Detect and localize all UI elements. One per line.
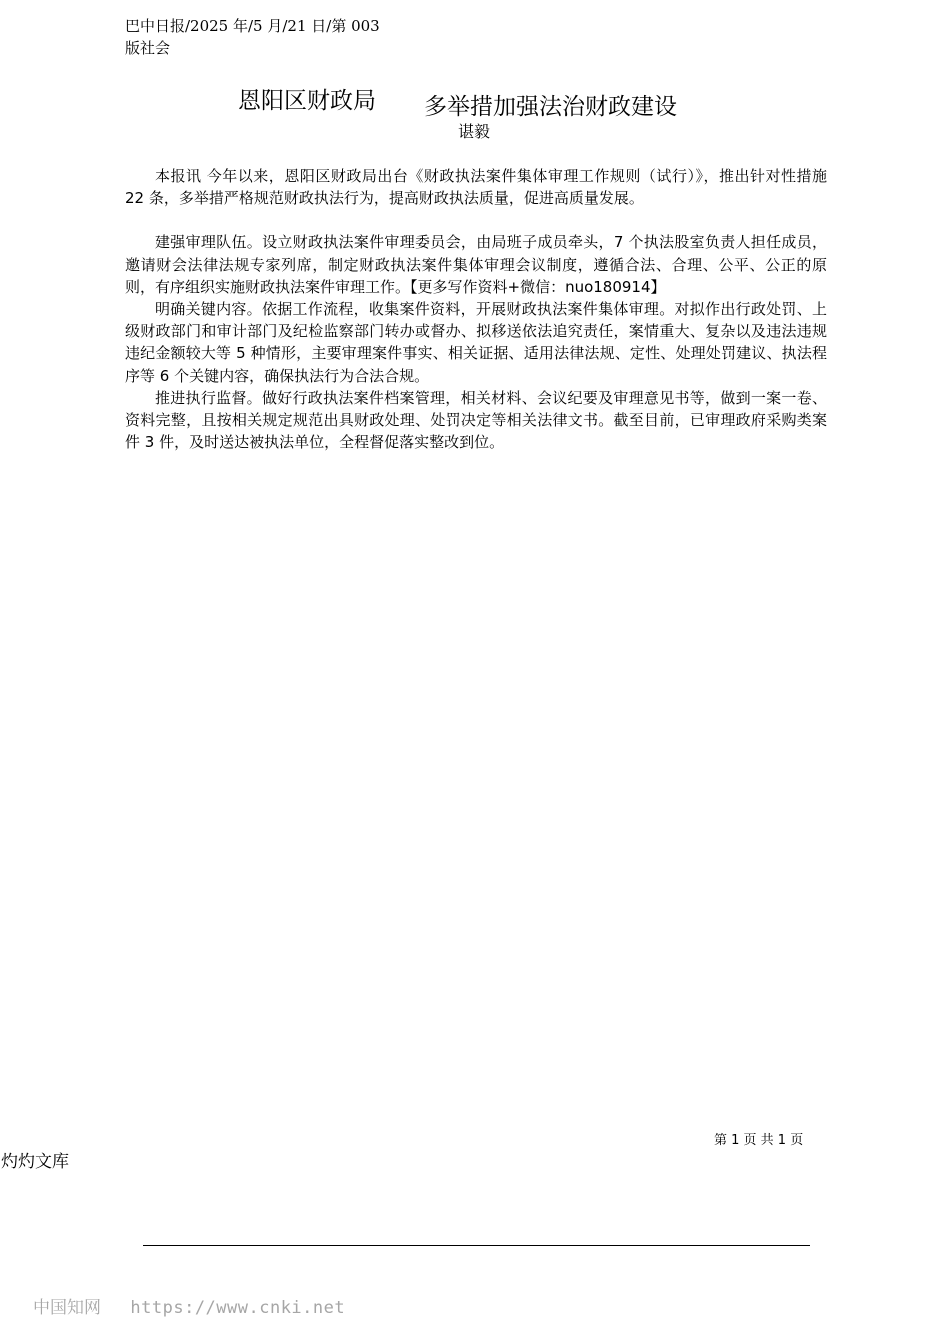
source-line-2: 版社会 bbox=[125, 39, 171, 57]
author-name: 谌毅 bbox=[458, 122, 491, 141]
article-paragraph-lead: 本报讯 今年以来，恩阳区财政局出台《财政执法案件集体审理工作规则（试行）》，推出针对性措施 22 条，多举措严格规范财政执法行为，提高财政执法质量，促进高质量发展。 bbox=[125, 167, 827, 208]
page-counter: 第 1 页 共 1 页 bbox=[714, 1133, 804, 1148]
footer-divider bbox=[143, 1245, 810, 1246]
source-citation bbox=[125, 15, 380, 59]
source-line-1: 巴中日报/2025 年/5 月/21 日/第 003 bbox=[125, 17, 380, 35]
headline-title: 多举措加强法治财政建设 bbox=[424, 94, 677, 120]
article-body bbox=[125, 165, 827, 453]
footer bbox=[33, 1293, 345, 1318]
footer-url-link[interactable]: https://www.cnki.net bbox=[130, 1298, 346, 1318]
headline-org: 恩阳区财政局 bbox=[238, 88, 376, 114]
headline bbox=[0, 80, 950, 120]
article-paragraph-content: 明确关键内容。依据工作流程，收集案件资料，开展财政执法案件集体审理。对拟作出行政处罚、上级财政部门和审计部门及纪检监察部门转办或督办、拟移送依法追究责任，案情重大、复杂以及违法违规违纪金额较大等 5 种情形，主要审理案件事实、相关证据、适用法律法规、定性、处理处罚建议、执法程序等 6 个关键内容，确保执法行为合法合规。 bbox=[125, 300, 827, 385]
library-watermark: 灼灼文库 bbox=[1, 1152, 69, 1172]
article-paragraph-team: 建强审理队伍。设立财政执法案件审理委员会，由局班子成员牵头，7 个执法股室负责人担任成员，邀请财会法律法规专家列席，制定财政执法案件集体审理会议制度，遵循合法、合理、公平、公正的原则，有序组织实施财政执法案件审理工作。【更多写作资料+微信：nuo180914】 bbox=[125, 233, 827, 296]
article-paragraph-supervision: 推进执行监督。做好行政执法案件档案管理，相关材料、会议纪要及审理意见书等，做到一案一卷、资料完整，且按相关规定规范出具财政处理、处罚决定等相关法律文书。截至目前，已审理政府采购类案件 3 件，及时送达被执法单位，全程督促落实整改到位。 bbox=[125, 388, 827, 452]
footer-site-name: 中国知网 bbox=[33, 1298, 101, 1318]
